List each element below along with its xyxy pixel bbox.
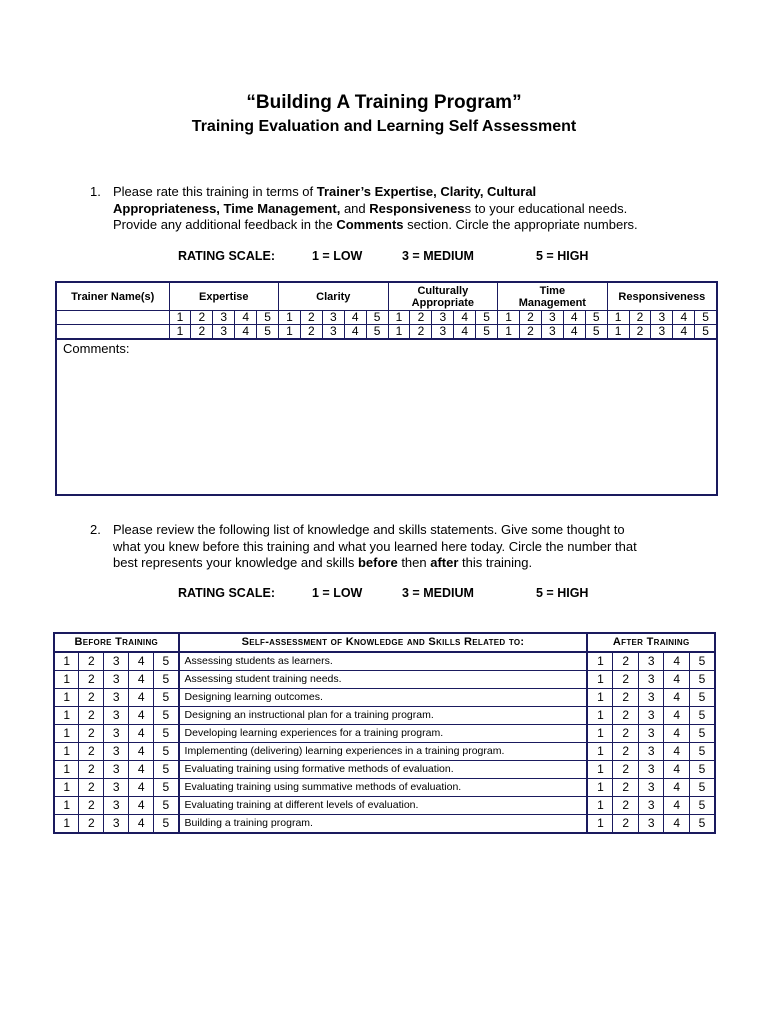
header-trainer-names: Trainer Name(s) [56,282,169,311]
header-self-assessment: Self-assessment of Knowledge and Skills Related to: [179,633,588,652]
before-rating-option[interactable]: 4 [129,707,154,725]
rating-option[interactable]: 4 [563,311,585,325]
rating-low: 1 = LOW [312,249,363,263]
after-rating-option[interactable]: 4 [664,761,690,779]
after-rating-option[interactable]: 3 [638,652,664,671]
before-rating-option[interactable]: 3 [104,815,129,834]
skill-row [54,707,715,725]
rating-option[interactable]: 5 [585,311,607,325]
rating-option[interactable]: 4 [563,325,585,340]
before-rating-option[interactable]: 4 [129,743,154,761]
rating-option[interactable]: 2 [629,325,651,340]
after-rating-option[interactable]: 5 [689,652,715,671]
rating-option[interactable]: 3 [541,325,563,340]
before-rating-option[interactable]: 5 [154,761,179,779]
after-rating-option[interactable]: 1 [587,761,613,779]
rating-option[interactable]: 2 [300,311,322,325]
rating-option[interactable]: 5 [257,311,279,325]
rating-option[interactable]: 2 [629,311,651,325]
before-rating-option[interactable]: 5 [154,671,179,689]
rating-option[interactable]: 1 [388,311,410,325]
before-rating-option[interactable]: 3 [104,779,129,797]
trainer-evaluation-table [55,281,718,496]
after-rating-option[interactable]: 1 [587,689,613,707]
before-rating-option[interactable]: 1 [54,761,79,779]
after-rating-option[interactable]: 2 [613,797,639,815]
before-rating-option[interactable]: 2 [79,779,104,797]
rating-option[interactable]: 1 [279,325,301,340]
before-rating-option[interactable]: 1 [54,689,79,707]
q1-needs: s to your educational needs. [464,200,628,216]
before-rating-option[interactable]: 4 [129,652,154,671]
rating-option[interactable]: 5 [695,311,717,325]
skills-assessment-table [53,632,716,834]
skill-row [54,652,715,671]
q1-feedback: Provide any additional feedback in the [113,217,337,232]
before-rating-option[interactable]: 5 [154,652,179,671]
rating-option[interactable]: 4 [344,311,366,325]
before-rating-option[interactable]: 4 [129,797,154,815]
rating-option[interactable]: 1 [169,325,191,340]
rating-option[interactable]: 2 [300,325,322,340]
skill-statement: Building a training program. [179,815,588,834]
skill-statement: Assessing students as learners. [179,652,588,671]
rating-option[interactable]: 3 [213,325,235,340]
rating-option[interactable]: 3 [541,311,563,325]
before-rating-option[interactable]: 4 [129,689,154,707]
after-rating-option[interactable]: 2 [613,743,639,761]
before-rating-option[interactable]: 5 [154,779,179,797]
after-rating-option[interactable]: 3 [638,689,664,707]
before-rating-option[interactable]: 5 [154,725,179,743]
skill-row [54,743,715,761]
skill-statement: Developing learning experiences for a training program. [179,725,588,743]
after-rating-option[interactable]: 3 [638,761,664,779]
rating-option[interactable]: 1 [607,325,629,340]
rating-option[interactable]: 4 [673,325,695,340]
rating-medium: 3 = MEDIUM [402,586,474,600]
before-rating-option[interactable]: 2 [79,815,104,834]
rating-option[interactable]: 5 [257,325,279,340]
after-rating-option[interactable]: 1 [587,671,613,689]
q2-line2: what you knew before this training and what you learned here today. Circle the number that [113,538,637,554]
before-rating-option[interactable]: 1 [54,797,79,815]
after-rating-option[interactable]: 3 [638,779,664,797]
q2-after: after [430,555,459,570]
q2-then: then [397,555,431,570]
after-rating-option[interactable]: 4 [664,743,690,761]
rating-high: 5 = HIGH [536,249,589,263]
trainer-rating-row [56,325,717,340]
before-rating-option[interactable]: 2 [79,743,104,761]
after-rating-option[interactable]: 4 [664,707,690,725]
trainer-rating-row [56,311,717,325]
after-rating-option[interactable]: 4 [664,652,690,671]
page-subtitle: Training Evaluation and Learning Self Assessment [191,118,577,135]
before-rating-option[interactable]: 4 [129,671,154,689]
comments-label: Comments: [63,341,130,356]
after-rating-option[interactable]: 2 [613,671,639,689]
header-time-line1: Time [539,284,566,297]
skill-statement: Evaluating training using summative methods of evaluation. [179,779,588,797]
after-rating-option[interactable]: 3 [638,671,664,689]
after-rating-option[interactable]: 4 [664,797,690,815]
trainer-name-cell[interactable] [56,325,169,340]
rating-option[interactable]: 2 [410,325,432,340]
header-time-line2: Management [518,296,586,309]
after-rating-option[interactable]: 1 [587,797,613,815]
before-rating-option[interactable]: 2 [79,652,104,671]
before-rating-option[interactable]: 3 [104,707,129,725]
rating-high: 5 = HIGH [536,586,589,600]
rating-option[interactable]: 1 [607,311,629,325]
skill-row [54,761,715,779]
after-rating-option[interactable]: 5 [689,761,715,779]
question-1 [90,184,690,234]
question-1-number: 1. [90,184,101,199]
after-rating-option[interactable]: 4 [664,725,690,743]
after-rating-option[interactable]: 5 [689,725,715,743]
before-rating-option[interactable]: 2 [79,671,104,689]
before-rating-option[interactable]: 3 [104,725,129,743]
before-rating-option[interactable]: 3 [104,797,129,815]
header-responsiveness: Responsiveness [607,282,717,311]
trainer-name-cell[interactable] [56,311,169,325]
after-rating-option[interactable]: 4 [664,689,690,707]
after-rating-option[interactable]: 5 [689,779,715,797]
q1-responsiveness: Responsivenes [369,200,465,216]
after-rating-option[interactable]: 1 [587,707,613,725]
before-rating-option[interactable]: 2 [79,725,104,743]
q1-text: Please rate this training in terms of [113,184,317,199]
header-after-training: After Training [587,633,715,652]
after-rating-option[interactable]: 4 [664,671,690,689]
header-time-management [498,282,608,311]
skill-row [54,689,715,707]
q2-before: before [357,555,398,570]
before-rating-option[interactable]: 4 [129,725,154,743]
skill-row [54,725,715,743]
rating-option[interactable]: 4 [454,325,476,340]
after-rating-option[interactable]: 2 [613,707,639,725]
rating-option[interactable]: 1 [279,311,301,325]
q1-and: and [340,200,370,216]
before-rating-option[interactable]: 4 [129,815,154,834]
after-rating-option[interactable]: 3 [638,743,664,761]
before-rating-option[interactable]: 5 [154,707,179,725]
before-rating-option[interactable]: 1 [54,707,79,725]
rating-option[interactable]: 4 [454,311,476,325]
q2-end: this training. [458,555,533,570]
after-rating-option[interactable]: 1 [587,815,613,834]
rating-option[interactable]: 3 [651,325,673,340]
rating-option[interactable]: 3 [213,311,235,325]
rating-option[interactable]: 5 [585,325,607,340]
rating-option[interactable]: 5 [366,311,388,325]
rating-medium: 3 = MEDIUM [402,249,474,263]
q2-line3: best represents your knowledge and skills [113,555,358,570]
before-rating-option[interactable]: 4 [129,761,154,779]
before-rating-option[interactable]: 3 [104,652,129,671]
rating-option[interactable]: 3 [651,311,673,325]
rating-option[interactable]: 5 [476,325,498,340]
header-culturally-line1: Culturally [417,284,469,297]
page-title: “Building A Training Program” [246,92,522,113]
skill-row [54,779,715,797]
after-rating-option[interactable]: 2 [613,779,639,797]
header-before-training: Before Training [54,633,179,652]
rating-option[interactable]: 3 [432,325,454,340]
after-rating-option[interactable]: 2 [613,761,639,779]
after-rating-option[interactable]: 5 [689,815,715,834]
comments-box[interactable] [56,339,717,495]
q1-comments-word: Comments [336,217,404,232]
after-rating-option[interactable]: 2 [613,689,639,707]
rating-scale-label: RATING SCALE: [178,586,275,600]
after-rating-option[interactable]: 1 [587,652,613,671]
header-clarity: Clarity [279,282,389,311]
skill-row [54,815,715,834]
before-rating-option[interactable]: 1 [54,652,79,671]
question-2-number: 2. [90,522,101,537]
after-rating-option[interactable]: 3 [638,707,664,725]
q1-criteria: Trainer’s Expertise, Clarity, Cultural [316,184,537,199]
before-rating-option[interactable]: 5 [154,689,179,707]
after-rating-option[interactable]: 5 [689,707,715,725]
after-rating-option[interactable]: 3 [638,815,664,834]
rating-option[interactable]: 4 [673,311,695,325]
q1-circle: section. Circle the appropriate numbers. [403,217,638,232]
q1-criteria-cont: Appropriateness, Time Management, [113,200,341,216]
rating-option[interactable]: 3 [432,311,454,325]
rating-option[interactable]: 1 [388,325,410,340]
rating-low: 1 = LOW [312,586,363,600]
before-rating-option[interactable]: 3 [104,761,129,779]
skill-statement: Evaluating training using formative methods of evaluation. [179,761,588,779]
header-culturally-appropriate [388,282,498,311]
after-rating-option[interactable]: 1 [587,743,613,761]
before-rating-option[interactable]: 1 [54,815,79,834]
rating-option[interactable]: 2 [520,311,542,325]
before-rating-option[interactable]: 3 [104,689,129,707]
before-rating-option[interactable]: 1 [54,779,79,797]
after-rating-option[interactable]: 5 [689,743,715,761]
rating-option[interactable]: 2 [410,311,432,325]
before-rating-option[interactable]: 1 [54,671,79,689]
rating-option[interactable]: 1 [498,325,520,340]
skill-statement: Assessing student training needs. [179,671,588,689]
before-rating-option[interactable]: 5 [154,797,179,815]
rating-option[interactable]: 2 [191,325,213,340]
rating-option[interactable]: 3 [322,311,344,325]
before-rating-option[interactable]: 1 [54,725,79,743]
skill-row [54,797,715,815]
rating-option[interactable]: 3 [322,325,344,340]
skill-statement: Evaluating training at different levels of evaluation. [179,797,588,815]
rating-option[interactable]: 2 [191,311,213,325]
after-rating-option[interactable]: 5 [689,689,715,707]
before-rating-option[interactable]: 2 [79,761,104,779]
rating-option[interactable]: 2 [520,325,542,340]
header-culturally-line2: Appropriate [411,296,474,309]
question-2 [90,522,690,572]
skill-statement: Designing an instructional plan for a training program. [179,707,588,725]
after-rating-option[interactable]: 2 [613,815,639,834]
before-rating-option[interactable]: 2 [79,707,104,725]
before-rating-option[interactable]: 5 [154,743,179,761]
after-rating-option[interactable]: 3 [638,725,664,743]
rating-option[interactable]: 5 [476,311,498,325]
header-expertise: Expertise [169,282,279,311]
rating-scale-label: RATING SCALE: [178,249,275,263]
after-rating-option[interactable]: 4 [664,815,690,834]
after-rating-option[interactable]: 3 [638,797,664,815]
rating-option[interactable]: 4 [235,325,257,340]
before-rating-option[interactable]: 5 [154,815,179,834]
after-rating-option[interactable]: 2 [613,652,639,671]
rating-option[interactable]: 4 [235,311,257,325]
before-rating-option[interactable]: 3 [104,671,129,689]
after-rating-option[interactable]: 5 [689,671,715,689]
rating-option[interactable]: 5 [366,325,388,340]
before-rating-option[interactable]: 4 [129,779,154,797]
before-rating-option[interactable]: 1 [54,743,79,761]
after-rating-option[interactable]: 2 [613,725,639,743]
before-rating-option[interactable]: 2 [79,689,104,707]
rating-option[interactable]: 4 [344,325,366,340]
rating-option[interactable]: 1 [169,311,191,325]
after-rating-option[interactable]: 5 [689,797,715,815]
after-rating-option[interactable]: 1 [587,725,613,743]
after-rating-option[interactable]: 1 [587,779,613,797]
rating-option[interactable]: 1 [498,311,520,325]
rating-option[interactable]: 5 [695,325,717,340]
after-rating-option[interactable]: 4 [664,779,690,797]
skill-statement: Designing learning outcomes. [179,689,588,707]
before-rating-option[interactable]: 2 [79,797,104,815]
skill-row [54,671,715,689]
skill-statement: Implementing (delivering) learning experiences in a training program. [179,743,588,761]
before-rating-option[interactable]: 3 [104,743,129,761]
q2-line1: Please review the following list of knowledge and skills statements. Give some thought to [113,522,625,537]
